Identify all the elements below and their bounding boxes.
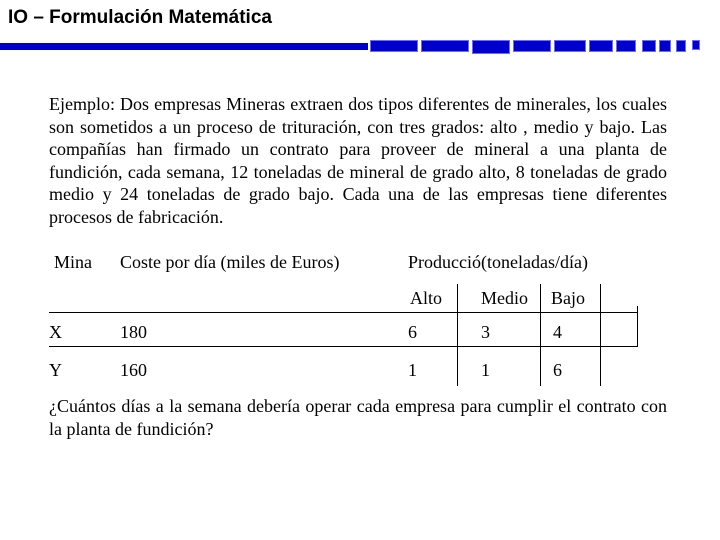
table-cell-coste: 180: [120, 322, 147, 342]
table-cell-alto: 1: [408, 360, 417, 380]
column-divider: [600, 284, 601, 386]
decoration-block: [692, 40, 700, 50]
header-alto: Alto: [410, 288, 443, 308]
table-cell-coste: 160: [120, 360, 147, 380]
header-bajo: Bajo: [551, 288, 585, 308]
table-rule: [49, 312, 638, 313]
table-cell-bajo: 4: [553, 322, 562, 342]
problem-statement: Ejemplo: Dos empresas Mineras extraen dos tipos diferentes de minerales, los cuales son sometidos a un proceso de trituración, con tres grados: alto , medio y bajo. Las compañías han firmado un contrato para proveer de mineral a una planta de fundición, cada semana, 12 toneladas de mineral de grado alto, 8 toneladas de grado medio y 24 toneladas de grado bajo. Cada una de las empresas tiene diferentes procesos de fabricación.: [49, 94, 667, 227]
decoration-block: [554, 40, 586, 52]
table-cell-mina: X: [49, 322, 62, 342]
column-divider: [637, 306, 638, 346]
decoration-block: [472, 40, 510, 54]
decoration-block: [676, 40, 686, 52]
header-coste: Coste por día (miles de Euros): [120, 252, 340, 272]
column-divider: [457, 284, 458, 386]
title-underline: [0, 43, 368, 50]
table-cell-mina: Y: [49, 360, 62, 380]
table-cell-medio: 3: [481, 322, 490, 342]
header-mina: Mina: [54, 252, 92, 272]
decoration-block: [616, 40, 636, 52]
decoration-block: [370, 40, 418, 52]
question-text: ¿Cuántos días a la semana debería operar cada empresa para cumplir el contrato con la planta de fundición?: [49, 396, 667, 439]
table-cell-medio: 1: [481, 360, 490, 380]
slide-title: IO – Formulación Matemática: [8, 7, 272, 28]
title-decoration-bar: [0, 40, 720, 54]
table-cell-bajo: 6: [553, 360, 562, 380]
decoration-block: [589, 40, 613, 52]
decoration-block: [642, 40, 656, 52]
decoration-block: [513, 40, 551, 52]
table-rule: [49, 346, 638, 347]
header-produccion: Producció(toneladas/día): [408, 252, 588, 272]
table-cell-alto: 6: [408, 322, 417, 342]
header-medio: Medio: [481, 288, 528, 308]
decoration-block: [659, 40, 671, 52]
decoration-block: [421, 40, 469, 52]
column-divider: [540, 284, 541, 386]
